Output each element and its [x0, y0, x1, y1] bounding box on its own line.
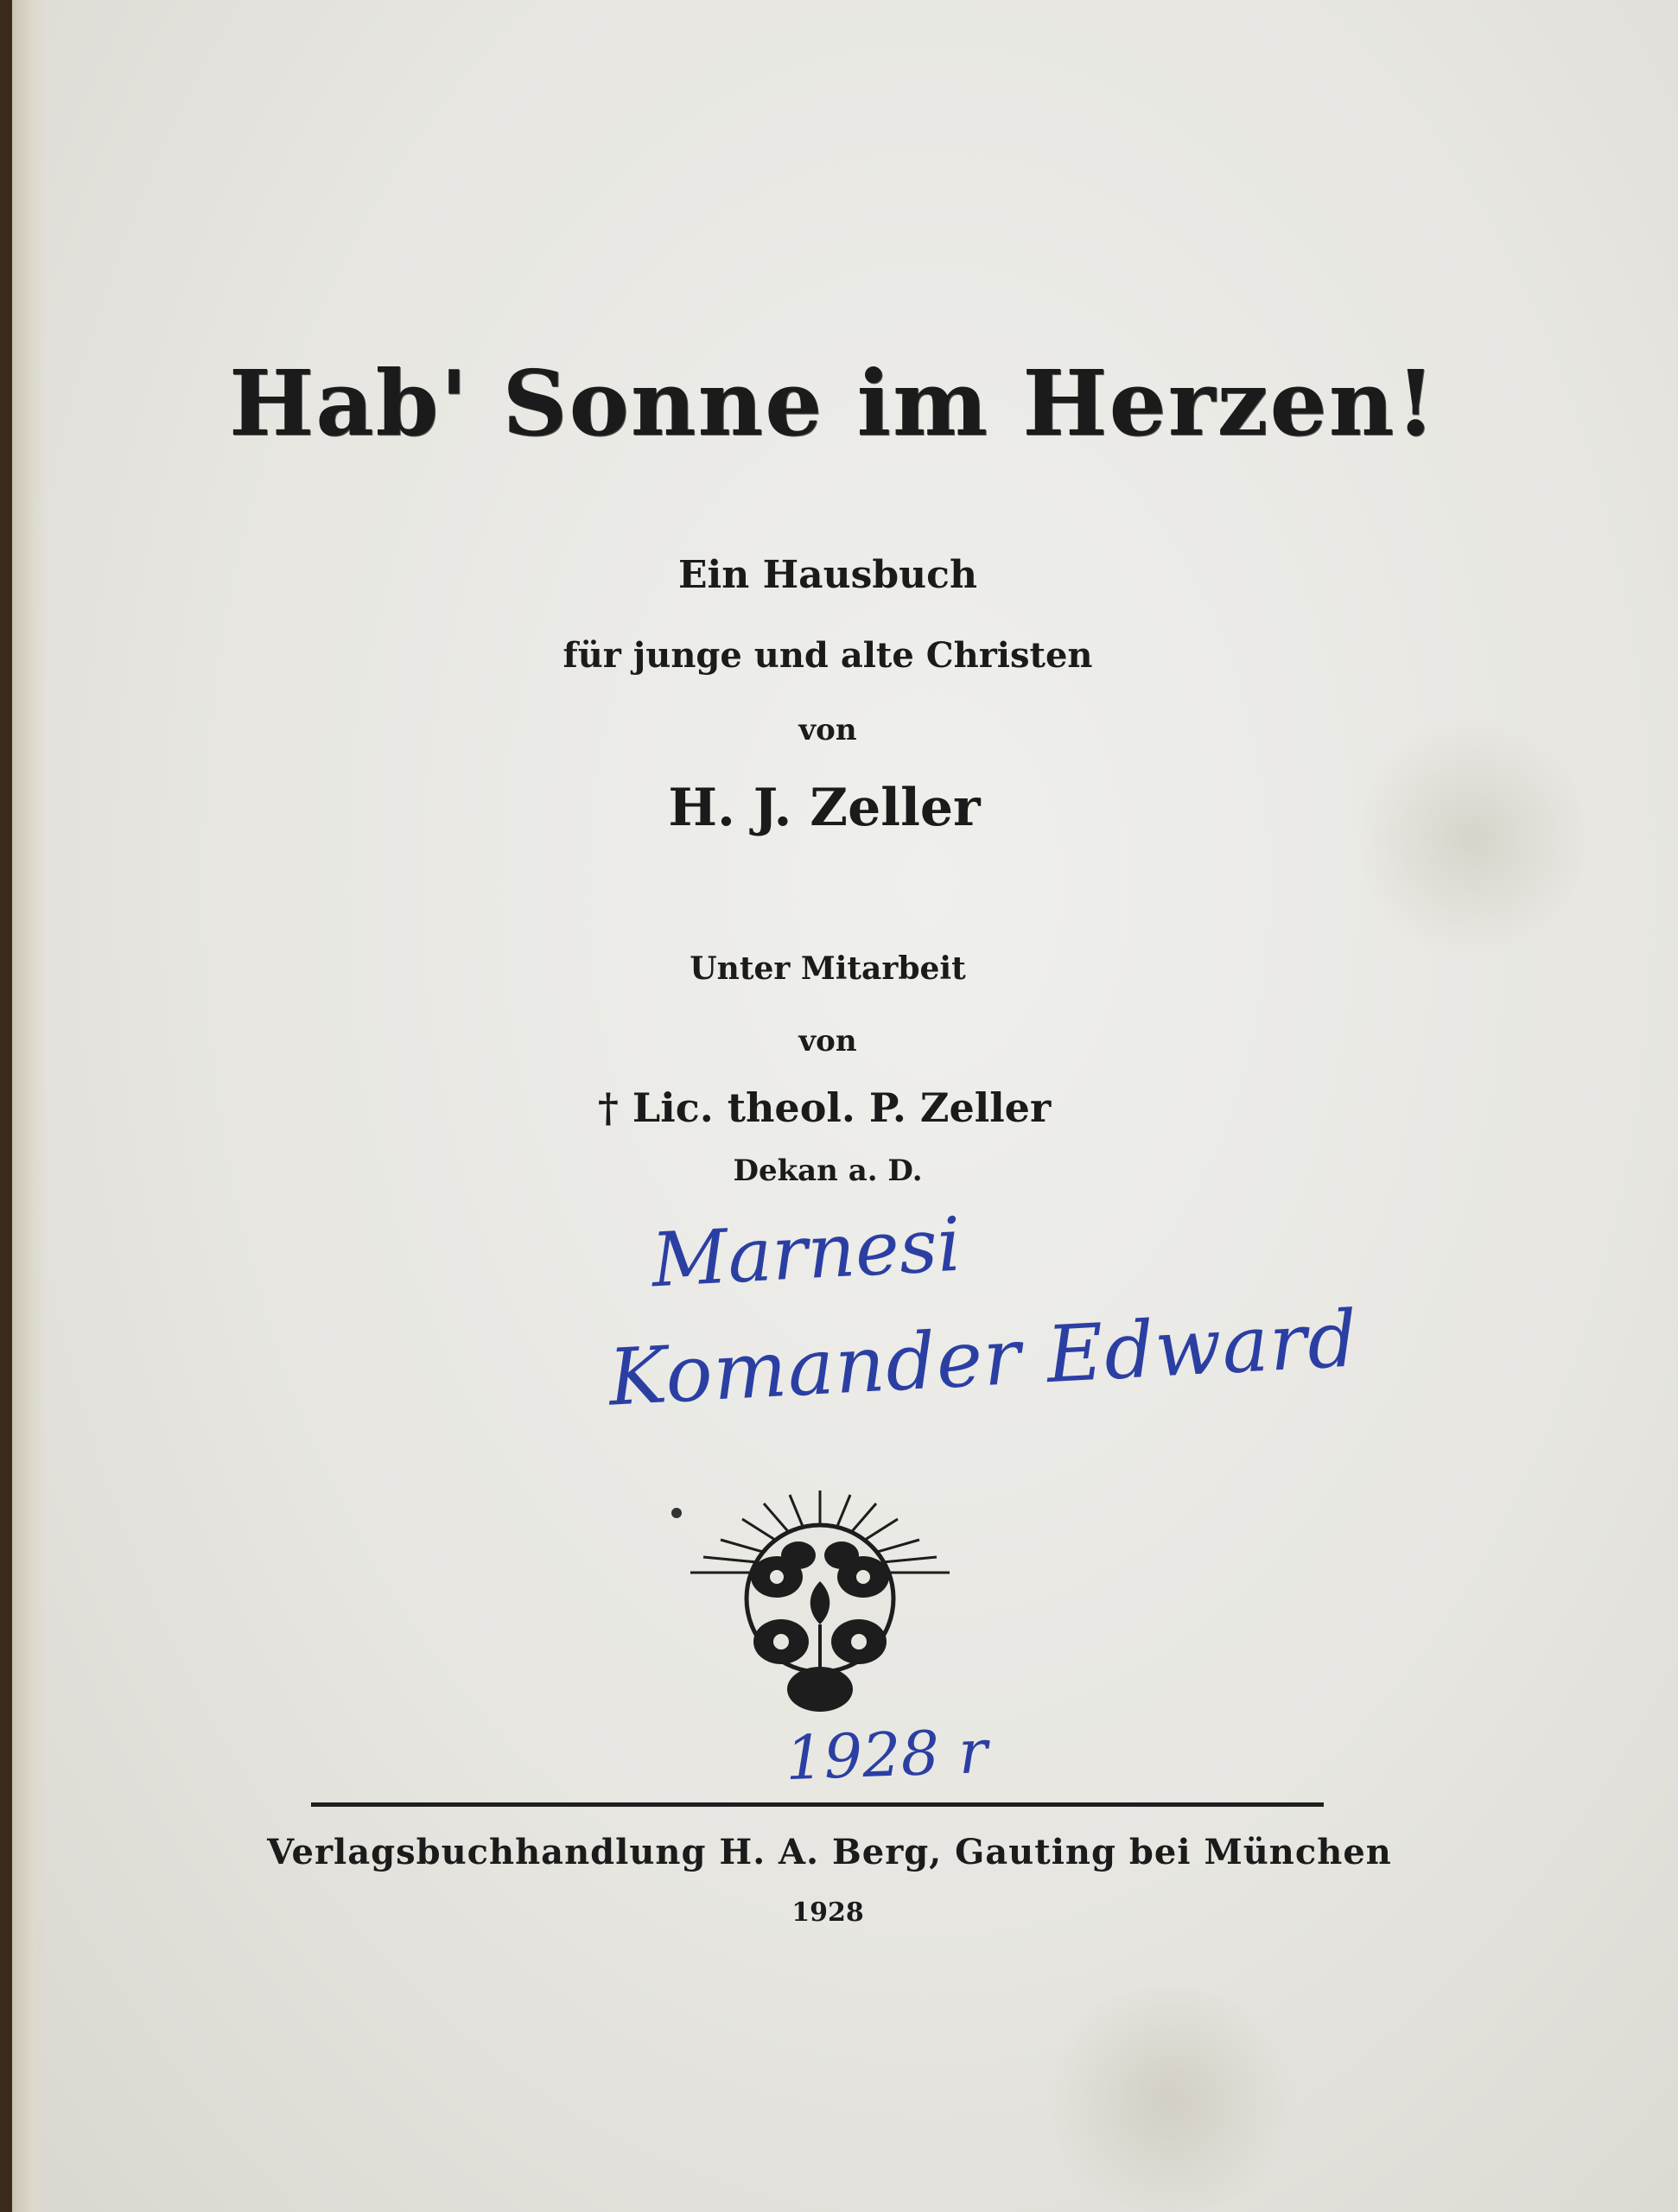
paper-stain	[1360, 709, 1585, 968]
handwritten-inscription-line-1: Marnesi	[649, 1201, 963, 1305]
publication-year: 1928	[791, 1897, 864, 1928]
book-title-page	[12, 0, 1678, 2212]
handwritten-year: 1928 r	[784, 1715, 989, 1795]
publisher-line: Verlagsbuchhandlung H. A. Berg, Gauting bei München	[267, 1832, 1392, 1872]
subtitle-line-2: für junge und alte Christen	[563, 635, 1093, 676]
coauthor-title: Dekan a. D.	[733, 1154, 923, 1188]
coauthor-name: † Lic. theol. P. Zeller	[597, 1084, 1052, 1131]
paper-stain	[1032, 1987, 1308, 2212]
by-label: von	[798, 713, 857, 747]
sunburst-flower-emblem	[677, 1486, 963, 1719]
collaboration-by-label: von	[798, 1024, 857, 1058]
handwritten-inscription-line-2: Komander Edward	[606, 1294, 1361, 1424]
author-name: H. J. Zeller	[668, 778, 981, 838]
book-title: Hab' Sonne im Herzen!	[229, 350, 1437, 456]
subtitle-line-1: Ein Hausbuch	[678, 553, 977, 597]
horizontal-rule	[311, 1802, 1324, 1807]
collaboration-label: Unter Mitarbeit	[690, 950, 966, 987]
